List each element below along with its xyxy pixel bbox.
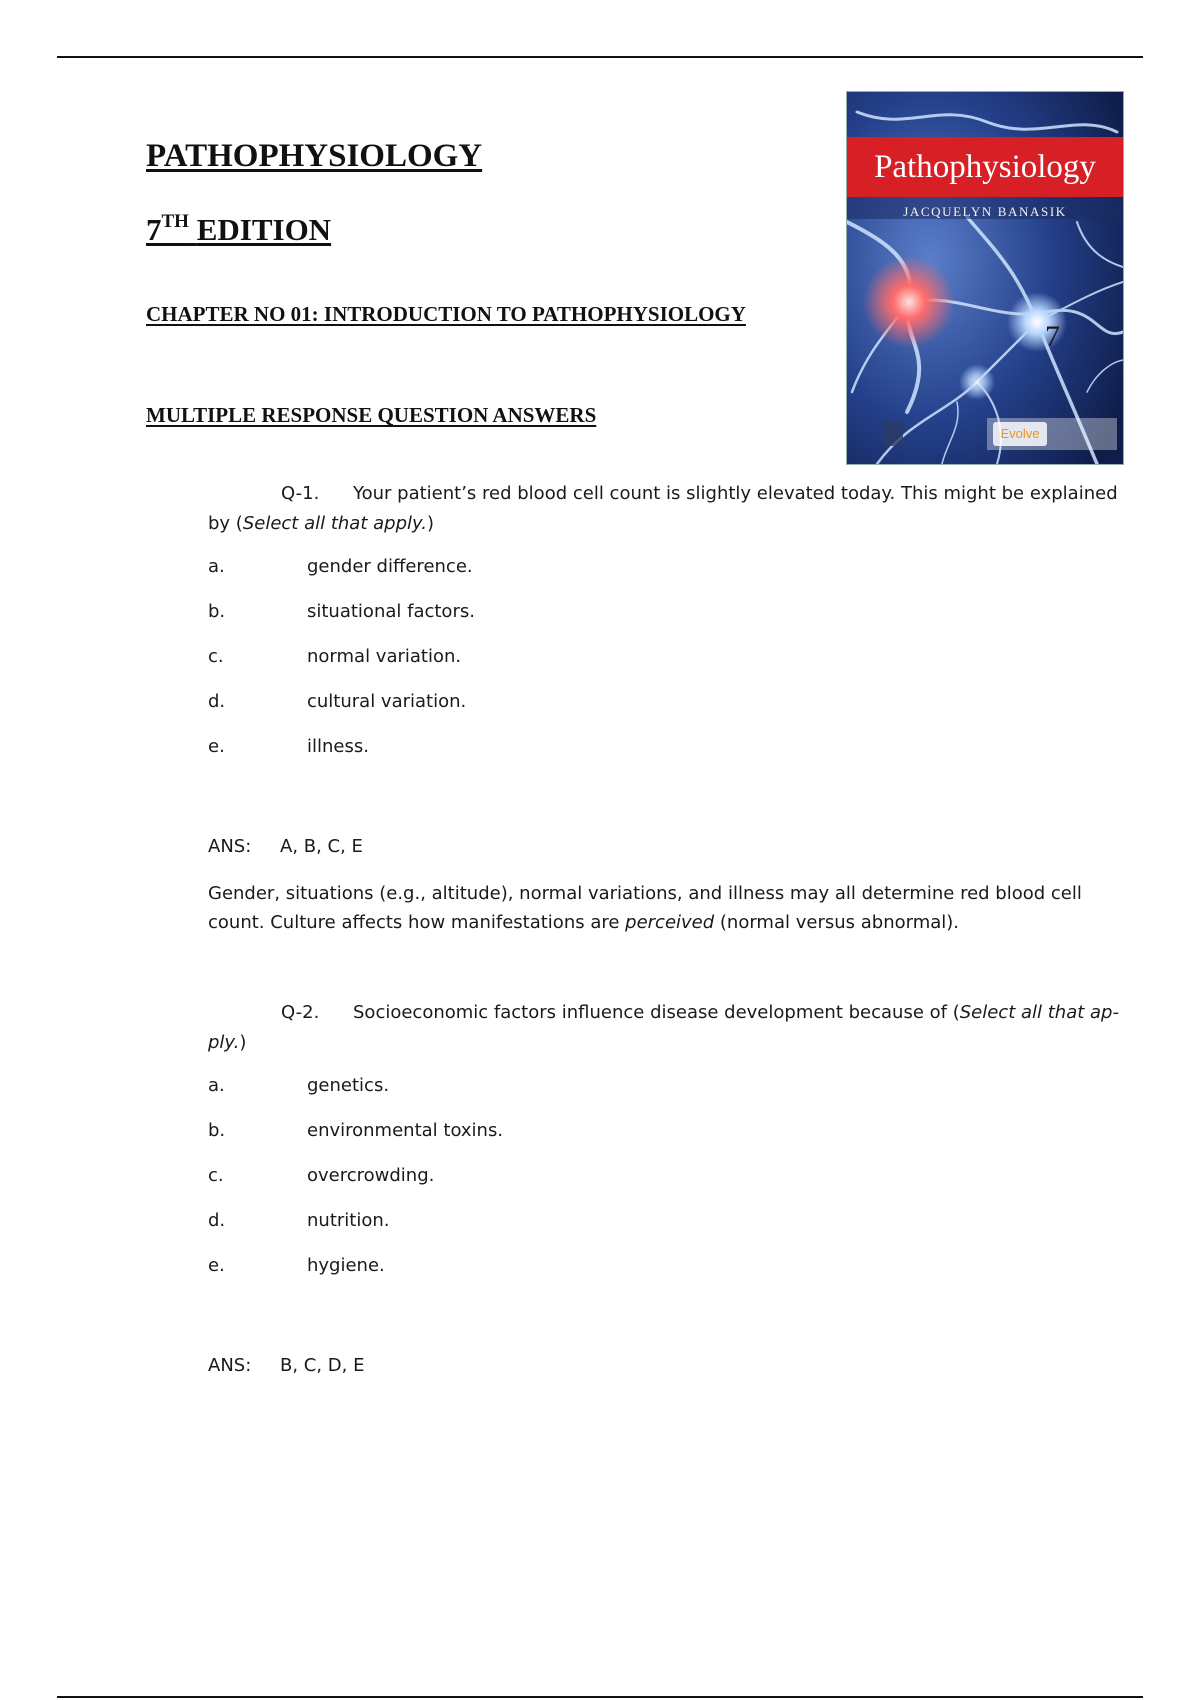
cover-title: Pathophysiology <box>874 149 1096 185</box>
option-letter: c. <box>208 1165 224 1186</box>
answer-label: ANS: <box>208 836 252 857</box>
question-1-select-note: Select all that apply. <box>242 513 427 534</box>
rationale-text-end: (normal versus abnormal). <box>714 912 960 933</box>
rationale-text: Gender, situations (e.g., altitude), normal variations, and illness may all determine red blood cell count. Culture affects how manifestations are <box>208 883 1082 933</box>
option-letter: e. <box>208 736 225 757</box>
edition-word: EDITION <box>196 212 332 247</box>
chapter-heading: CHAPTER NO 01: INTRODUCTION TO PATHOPHYSIOLOGY <box>146 302 746 326</box>
option-letter: a. <box>208 1075 225 1096</box>
question-1-answer <box>208 832 363 862</box>
question-1-text: Your patient’s red blood cell count is slightly elevated today. This might be explained by ( <box>208 483 1118 534</box>
top-rule <box>57 56 1143 58</box>
option-text: situational factors. <box>307 601 475 622</box>
answer-value: A, B, C, E <box>280 836 363 857</box>
option-item <box>208 1251 908 1296</box>
option-text: normal variation. <box>307 646 462 667</box>
option-letter: c. <box>208 646 224 667</box>
question-2-select-note: Select all that ap-ply. <box>208 1002 1119 1053</box>
option-text: illness. <box>307 736 369 757</box>
section-heading: MULTIPLE RESPONSE QUESTION ANSWERS <box>146 403 597 427</box>
option-letter: b. <box>208 601 226 622</box>
book-title: PATHOPHYSIOLOGY <box>146 138 483 174</box>
question-2-text: Socioeconomic factors influence disease development because of ( <box>353 1002 960 1023</box>
question-2-number: Q-2. <box>281 1002 320 1023</box>
question-2-stem <box>208 998 1128 1058</box>
option-letter: d. <box>208 1210 226 1231</box>
option-text: nutrition. <box>307 1210 390 1231</box>
option-text: cultural variation. <box>307 691 467 712</box>
option-letter: a. <box>208 556 225 577</box>
option-item <box>208 687 908 732</box>
book-cover-image <box>846 91 1124 465</box>
option-letter: e. <box>208 1255 225 1276</box>
question-1-stem <box>208 479 1128 539</box>
option-item <box>208 1161 908 1206</box>
bottom-rule <box>57 1696 1143 1698</box>
option-item <box>208 1116 908 1161</box>
edition-suffix: TH <box>161 211 189 232</box>
option-text: overcrowding. <box>307 1165 435 1186</box>
question-2-options <box>208 1071 908 1296</box>
option-item <box>208 1071 908 1116</box>
option-letter: d. <box>208 691 226 712</box>
answer-value: B, C, D, E <box>280 1355 365 1376</box>
option-item <box>208 642 908 687</box>
option-text: genetics. <box>307 1075 390 1096</box>
question-1-options <box>208 552 908 777</box>
edition-heading <box>146 212 331 248</box>
rationale-emphasis: perceived <box>625 912 715 933</box>
option-item <box>208 597 908 642</box>
question-2-stem-end: ) <box>239 1032 247 1053</box>
question-1-number: Q-1. <box>281 483 320 504</box>
question-1-stem-end: ) <box>426 513 434 534</box>
option-text: hygiene. <box>307 1255 385 1276</box>
option-text: gender difference. <box>307 556 473 577</box>
option-item <box>208 552 908 597</box>
option-text: environmental toxins. <box>307 1120 504 1141</box>
cover-author: JACQUELYN BANASIK <box>903 204 1067 219</box>
evolve-logo: Evolve <box>993 422 1047 446</box>
option-item <box>208 732 908 777</box>
answer-label: ANS: <box>208 1355 252 1376</box>
option-letter: b. <box>208 1120 226 1141</box>
option-item <box>208 1206 908 1251</box>
question-2-answer <box>208 1351 364 1381</box>
cover-edition: 7 <box>1045 320 1060 353</box>
edition-number: 7 <box>146 212 162 247</box>
question-1-rationale <box>208 879 1128 937</box>
